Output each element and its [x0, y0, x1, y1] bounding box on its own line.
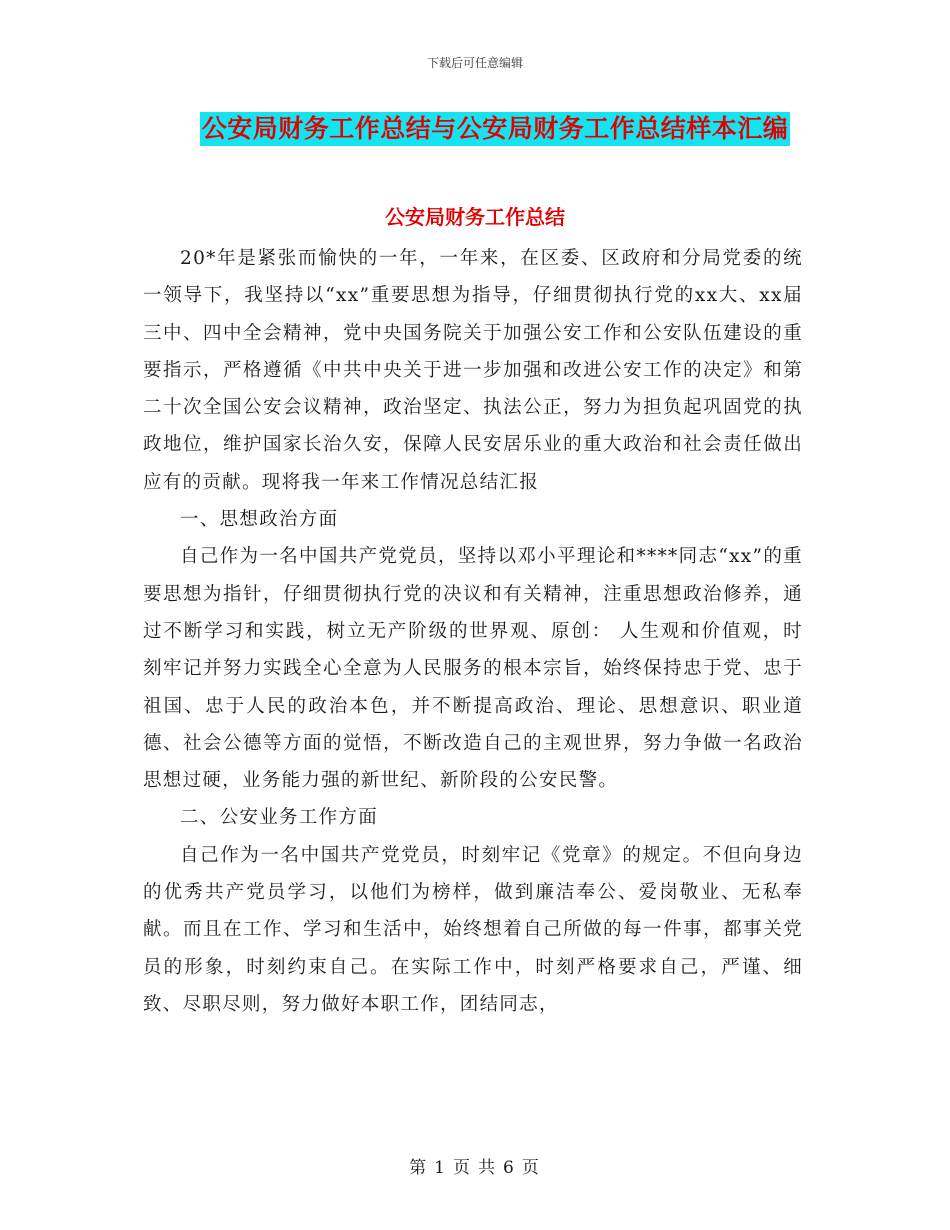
footer-total-pages: 6 [503, 1158, 516, 1178]
footer-prefix: 第 [409, 1158, 429, 1178]
intro-paragraph: 20*年是紧张而愉快的一年，一年来，在区委、区政府和分局党委的统一领导下，我坚持以“xx”重要思想为指导，仔细贯彻执行党的xx大、xx届三中、四中全会精神，党中央国务院关于加强公安工作和公安队伍建设的重要指示，严格遵循《中共中央关于进一步加强和改进公安工作的决定》和第二十次全国公安会议精神，政治坚定、执法公正，努力为担负起巩固党的执政地位，维护国家长治久安，保障人民安居乐业的重大政治和社会责任做出应有的贡献。现将我一年来工作情况总结汇报 [143, 248, 803, 493]
page-footer [0, 1153, 950, 1178]
section-heading-2: 二、公安业务工作方面 [180, 807, 379, 829]
footer-total-prefix: 共 [478, 1158, 497, 1178]
footer-page-number: 1 [434, 1158, 447, 1178]
header-note: 下载后可任意编辑 [426, 56, 523, 70]
section-paragraph-2: 自己作为一名中国共产党党员，时刻牢记《党章》的规定。不但向身边的优秀共产党员学习，以他们为榜样，做到廉洁奉公、爱岗敬业、无私奉献。而且在工作、学习和生活中，始终想着自己所做的每一件事，都事关党员的形象，时刻约束自己。在实际工作中，时刻严格要求自己，严谨、细致、尽职尽则，努力做好本职工作，团结同志， [143, 844, 803, 1015]
main-title: 公安局财务工作总结与公安局财务工作总结样本汇编 [200, 112, 791, 146]
section-paragraph-1: 自己作为一名中国共产党党员，坚持以邓小平理论和****同志“xx”的重要思想为指针，仔细贯彻执行党的决议和有关精神，注重思想政治修养，通过不断学习和实践，树立无产阶级的世界观、原创： 人生观和价值观，时刻牢记并努力实践全心全意为人民服务的根本宗旨，始终保持忠于党、忠于祖国、忠于人民的政治本色，并不断提高政治、理论、思想意识、职业道德、社会公德等方面的觉悟，不断改造自己的主观世界，努力争做一名政治思想过硬，业务能力强的新世纪、新阶段的公安民警。 [143, 546, 803, 792]
section-heading-1: 一、思想政治方面 [180, 509, 339, 531]
footer-suffix: 页 [521, 1158, 541, 1178]
footer-mid: 页 [453, 1158, 472, 1178]
document-body [143, 240, 803, 1023]
main-title-wrap [0, 112, 950, 146]
sub-title: 公安局财务工作总结 [385, 205, 565, 229]
